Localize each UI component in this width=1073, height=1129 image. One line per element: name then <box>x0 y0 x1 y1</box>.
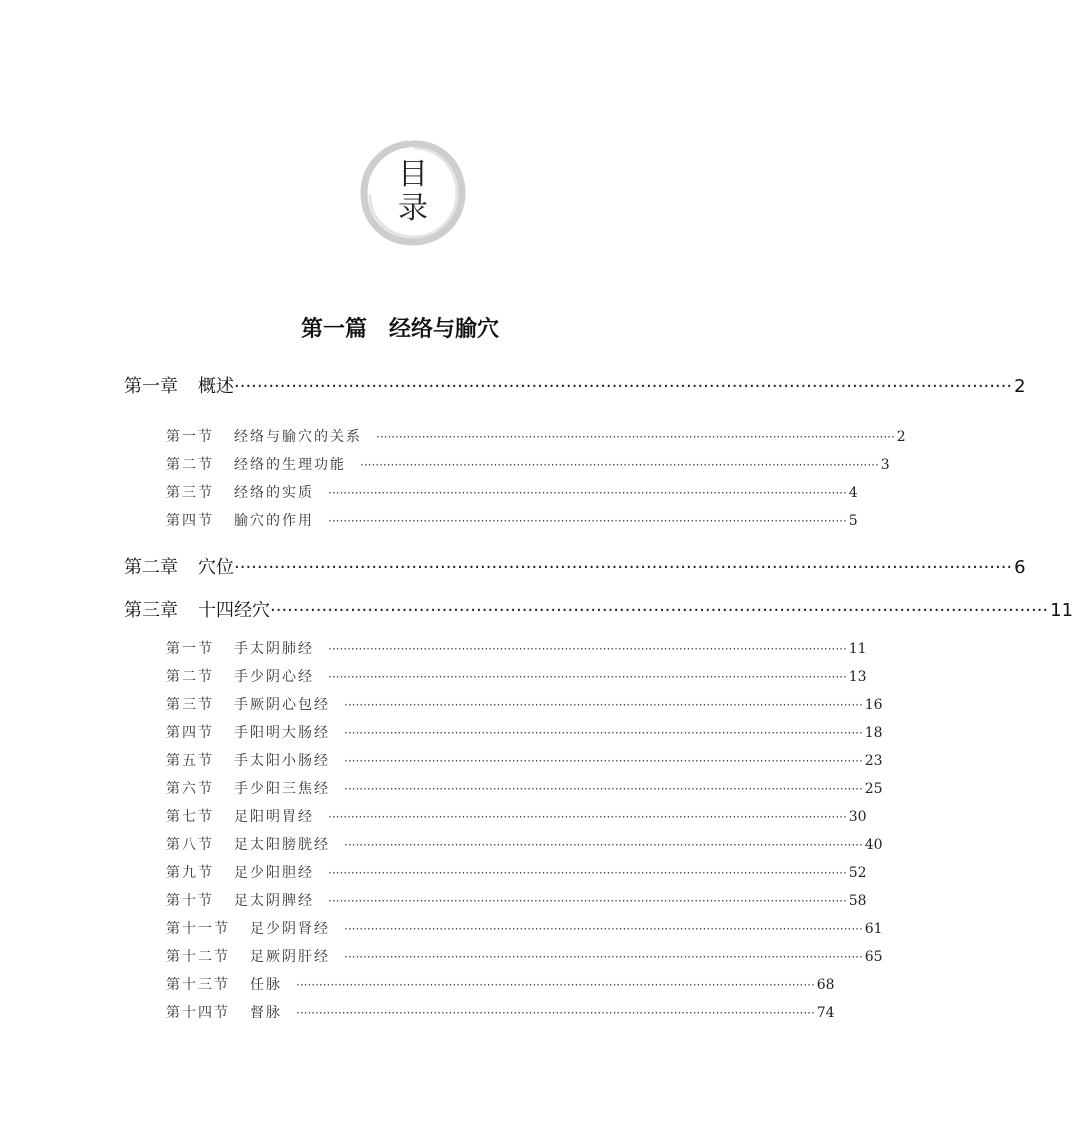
entry-label: 第三节 <box>166 485 214 501</box>
page-number: 4 <box>848 485 858 501</box>
page-number: 30 <box>848 809 867 825</box>
entry-title: 手太阴肺经 <box>234 641 314 657</box>
toc-section[interactable] <box>166 862 867 882</box>
entry-title: 督脉 <box>250 1005 282 1021</box>
dot-leader: ········································································································································ <box>328 486 847 500</box>
entry-label: 第三章 <box>124 600 178 621</box>
entry-title: 足太阳膀胱经 <box>234 837 330 853</box>
page-number: 40 <box>864 837 883 853</box>
page-number: 18 <box>864 725 883 741</box>
page-number: 2 <box>896 429 906 445</box>
emblem-char-1: 目 <box>398 157 428 192</box>
entry-title: 手少阴心经 <box>234 669 314 685</box>
dot-leader: ········································································································································ <box>234 557 1013 578</box>
page-number: 11 <box>1050 600 1073 621</box>
toc-chapter[interactable] <box>124 596 1073 622</box>
entry-title: 任脉 <box>250 977 282 993</box>
toc-section[interactable] <box>166 666 867 686</box>
entry-title: 足阳明胃经 <box>234 809 314 825</box>
entry-label: 第十二节 <box>166 949 230 965</box>
toc-section[interactable] <box>166 454 890 474</box>
toc-section[interactable] <box>166 694 883 714</box>
dot-leader: ········································································································································ <box>328 670 847 684</box>
entry-title: 穴位 <box>198 557 234 578</box>
entry-label: 第十节 <box>166 893 214 909</box>
entry-label: 第九节 <box>166 865 214 881</box>
entry-label: 第一节 <box>166 429 214 445</box>
dot-leader: ········································································································································ <box>344 950 863 964</box>
dot-leader: ········································································································································ <box>296 978 815 992</box>
page-number: 61 <box>864 921 883 937</box>
entry-title: 足厥阴肝经 <box>250 949 330 965</box>
entry-title: 足太阴脾经 <box>234 893 314 909</box>
page-number: 65 <box>864 949 883 965</box>
dot-leader: ········································································································································ <box>344 838 863 852</box>
toc-section[interactable] <box>166 1002 835 1022</box>
part-title <box>0 312 800 343</box>
dot-leader: ········································································································································ <box>270 600 1049 621</box>
toc-section[interactable] <box>166 806 867 826</box>
toc-section[interactable] <box>166 834 883 854</box>
dot-leader: ········································································································································ <box>344 726 863 740</box>
dot-leader: ········································································································································ <box>328 514 847 528</box>
entry-label: 第四节 <box>166 513 214 529</box>
emblem-char-2: 录 <box>398 191 428 226</box>
dot-leader: ········································································································································ <box>344 922 863 936</box>
toc-section[interactable] <box>166 946 883 966</box>
page-number: 5 <box>848 513 858 529</box>
toc-section[interactable] <box>166 510 858 530</box>
toc-section[interactable] <box>166 750 883 770</box>
dot-leader: ········································································································································ <box>344 782 863 796</box>
page-number: 74 <box>816 1005 835 1021</box>
page-number: 68 <box>816 977 835 993</box>
entry-label: 第十三节 <box>166 977 230 993</box>
page-number: 6 <box>1014 557 1026 578</box>
page-number: 13 <box>848 669 867 685</box>
toc-section[interactable] <box>166 778 883 798</box>
entry-label: 第二章 <box>124 557 178 578</box>
entry-title: 腧穴的作用 <box>234 513 314 529</box>
page-number: 25 <box>864 781 883 797</box>
page-number: 3 <box>880 457 890 473</box>
toc-section[interactable] <box>166 918 883 938</box>
entry-label: 第十四节 <box>166 1005 230 1021</box>
entry-label: 第十一节 <box>166 921 230 937</box>
dot-leader: ········································································································································ <box>328 810 847 824</box>
dot-leader: ········································································································································ <box>344 754 863 768</box>
entry-label: 第二节 <box>166 669 214 685</box>
entry-label: 第一章 <box>124 376 178 397</box>
emblem-heading <box>358 158 468 226</box>
toc-chapter[interactable] <box>124 553 1026 579</box>
entry-label: 第六节 <box>166 781 214 797</box>
dot-leader: ········································································································································ <box>296 1006 815 1020</box>
dot-leader: ········································································································································ <box>328 866 847 880</box>
entry-label: 第四节 <box>166 725 214 741</box>
page-number: 11 <box>848 641 867 657</box>
page-number: 23 <box>864 753 883 769</box>
part-label: 第一篇 <box>300 317 367 342</box>
toc-section[interactable] <box>166 426 906 446</box>
entry-title: 足少阴肾经 <box>250 921 330 937</box>
page-number: 58 <box>848 893 867 909</box>
page-number: 2 <box>1014 376 1026 397</box>
toc-section[interactable] <box>166 482 858 502</box>
dot-leader: ········································································································································ <box>344 698 863 712</box>
entry-label: 第五节 <box>166 753 214 769</box>
toc-emblem <box>358 138 468 248</box>
entry-title: 经络的生理功能 <box>234 457 346 473</box>
dot-leader: ········································································································································ <box>234 376 1013 397</box>
page-number: 52 <box>848 865 867 881</box>
dot-leader: ········································································································································ <box>328 894 847 908</box>
entry-title: 手太阳小肠经 <box>234 753 330 769</box>
entry-title: 手少阳三焦经 <box>234 781 330 797</box>
entry-title: 手厥阴心包经 <box>234 697 330 713</box>
entry-title: 经络的实质 <box>234 485 314 501</box>
entry-title: 概述 <box>198 376 234 397</box>
entry-title: 十四经穴 <box>198 600 270 621</box>
toc-section[interactable] <box>166 638 867 658</box>
entry-label: 第三节 <box>166 697 214 713</box>
page-number: 16 <box>864 697 883 713</box>
dot-leader: ········································································································································ <box>360 458 879 472</box>
entry-label: 第二节 <box>166 457 214 473</box>
toc-chapter[interactable] <box>124 372 1026 398</box>
entry-title: 足少阳胆经 <box>234 865 314 881</box>
toc-section[interactable] <box>166 722 883 742</box>
entry-title: 手阳明大肠经 <box>234 725 330 741</box>
entry-title: 经络与腧穴的关系 <box>234 429 362 445</box>
entry-label: 第七节 <box>166 809 214 825</box>
toc-section[interactable] <box>166 890 867 910</box>
dot-leader: ········································································································································ <box>328 642 847 656</box>
dot-leader: ········································································································································ <box>376 430 895 444</box>
toc-section[interactable] <box>166 974 835 994</box>
part-name: 经络与腧穴 <box>389 317 500 342</box>
entry-label: 第八节 <box>166 837 214 853</box>
entry-label: 第一节 <box>166 641 214 657</box>
